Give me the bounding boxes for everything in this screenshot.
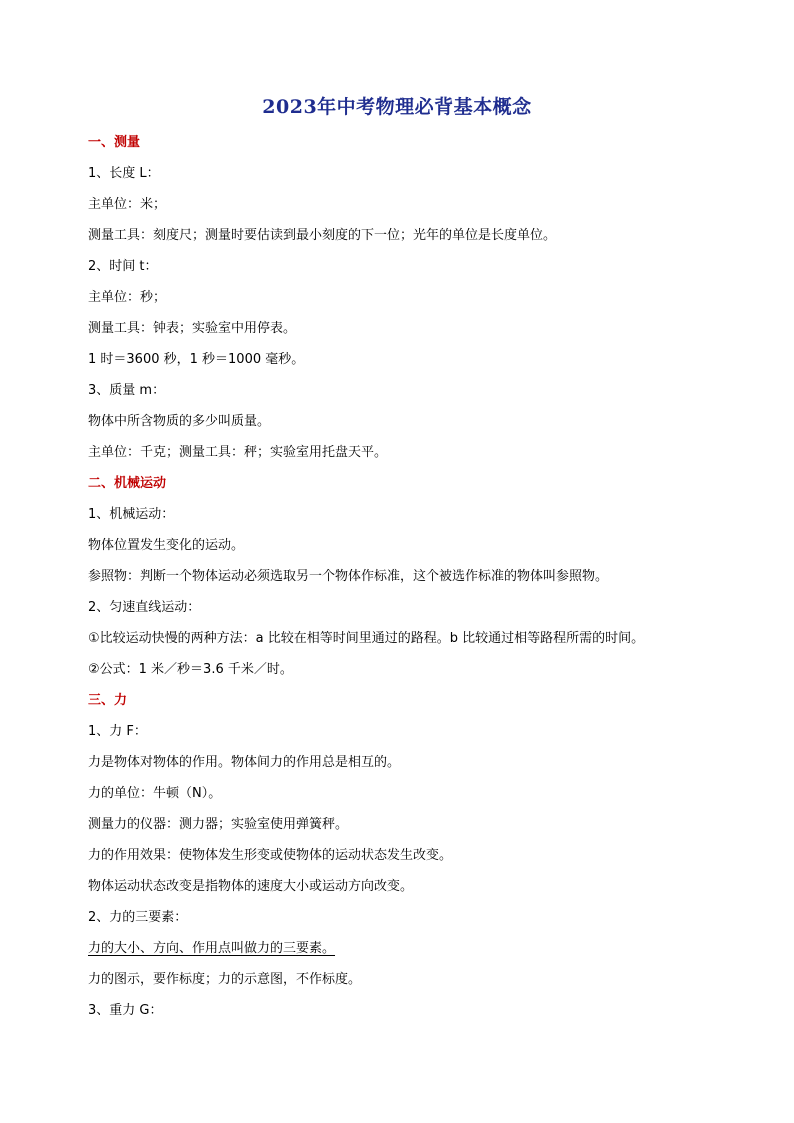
paragraph-line: 1、力 F：: [88, 724, 147, 739]
paragraph-line: 力的单位：牛顿（N）。: [88, 786, 222, 801]
paragraph-line: 2、力的三要素：: [88, 910, 188, 925]
paragraph-line: 主单位：千克；测量工具：秤；实验室用托盘天平。: [88, 445, 388, 460]
paragraph-line: 测量力的仪器：测力器；实验室使用弹簧秤。: [88, 817, 349, 832]
section-heading-text: 三、力: [88, 693, 128, 708]
paragraph-line: 力的图示，要作标度；力的示意图，不作标度。: [88, 972, 362, 987]
paragraph-line: ①比较运动快慢的两种方法：a 比较在相等时间里通过的路程。b 比较通过相等路程所需的时间。: [88, 631, 645, 646]
section-heading-text: 一、测量: [88, 135, 141, 150]
paragraph-line: 测量工具：钟表；实验室中用停表。: [88, 321, 297, 336]
paragraph-line: 主单位：米；: [88, 197, 167, 212]
paragraph-line: 主单位：秒；: [88, 290, 167, 305]
paragraph-line: 3、质量 m：: [88, 383, 166, 398]
paragraph-line: 参照物：判断一个物体运动必须选取另一个物体作标准，这个被选作标准的物体叫参照物。: [88, 569, 609, 584]
paragraph-line: [88, 937, 768, 968]
paragraph-line: ②公式：1 米／秒＝3.6 千米／时。: [88, 662, 293, 677]
document-title: 2023年中考物理必背基本概念: [262, 96, 532, 118]
paragraph-line: 物体位置发生变化的运动。: [88, 538, 245, 553]
paragraph-line: 1、长度 L：: [88, 166, 160, 181]
document-body: [88, 131, 768, 1030]
paragraph-line: 测量工具：刻度尺；测量时要估读到最小刻度的下一位；光年的单位是长度单位。: [88, 228, 557, 243]
paragraph-line: 力的作用效果：使物体发生形变或使物体的运动状态发生改变。: [88, 848, 453, 863]
section-heading: [88, 472, 768, 503]
paragraph-line: 2、时间 t：: [88, 259, 158, 274]
paragraph-line: 1 时＝3600 秒，1 秒＝1000 毫秒。: [88, 352, 305, 367]
paragraph-line: 3、重力 G：: [88, 1003, 163, 1018]
paragraph-line: 力是物体对物体的作用。物体间力的作用总是相互的。: [88, 755, 401, 770]
section-heading-text: 二、机械运动: [88, 476, 167, 491]
section-heading: [88, 131, 768, 162]
section-heading: [88, 689, 768, 720]
paragraph-line: 2、匀速直线运动：: [88, 600, 201, 615]
paragraph-line: 1、机械运动：: [88, 507, 175, 522]
paragraph-line: 物体中所含物质的多少叫质量。: [88, 414, 271, 429]
underlined-text: 力的大小、方向、作用点叫做力的三要素。: [88, 941, 336, 956]
paragraph-line: 物体运动状态改变是指物体的速度大小或运动方向改变。: [88, 879, 414, 894]
